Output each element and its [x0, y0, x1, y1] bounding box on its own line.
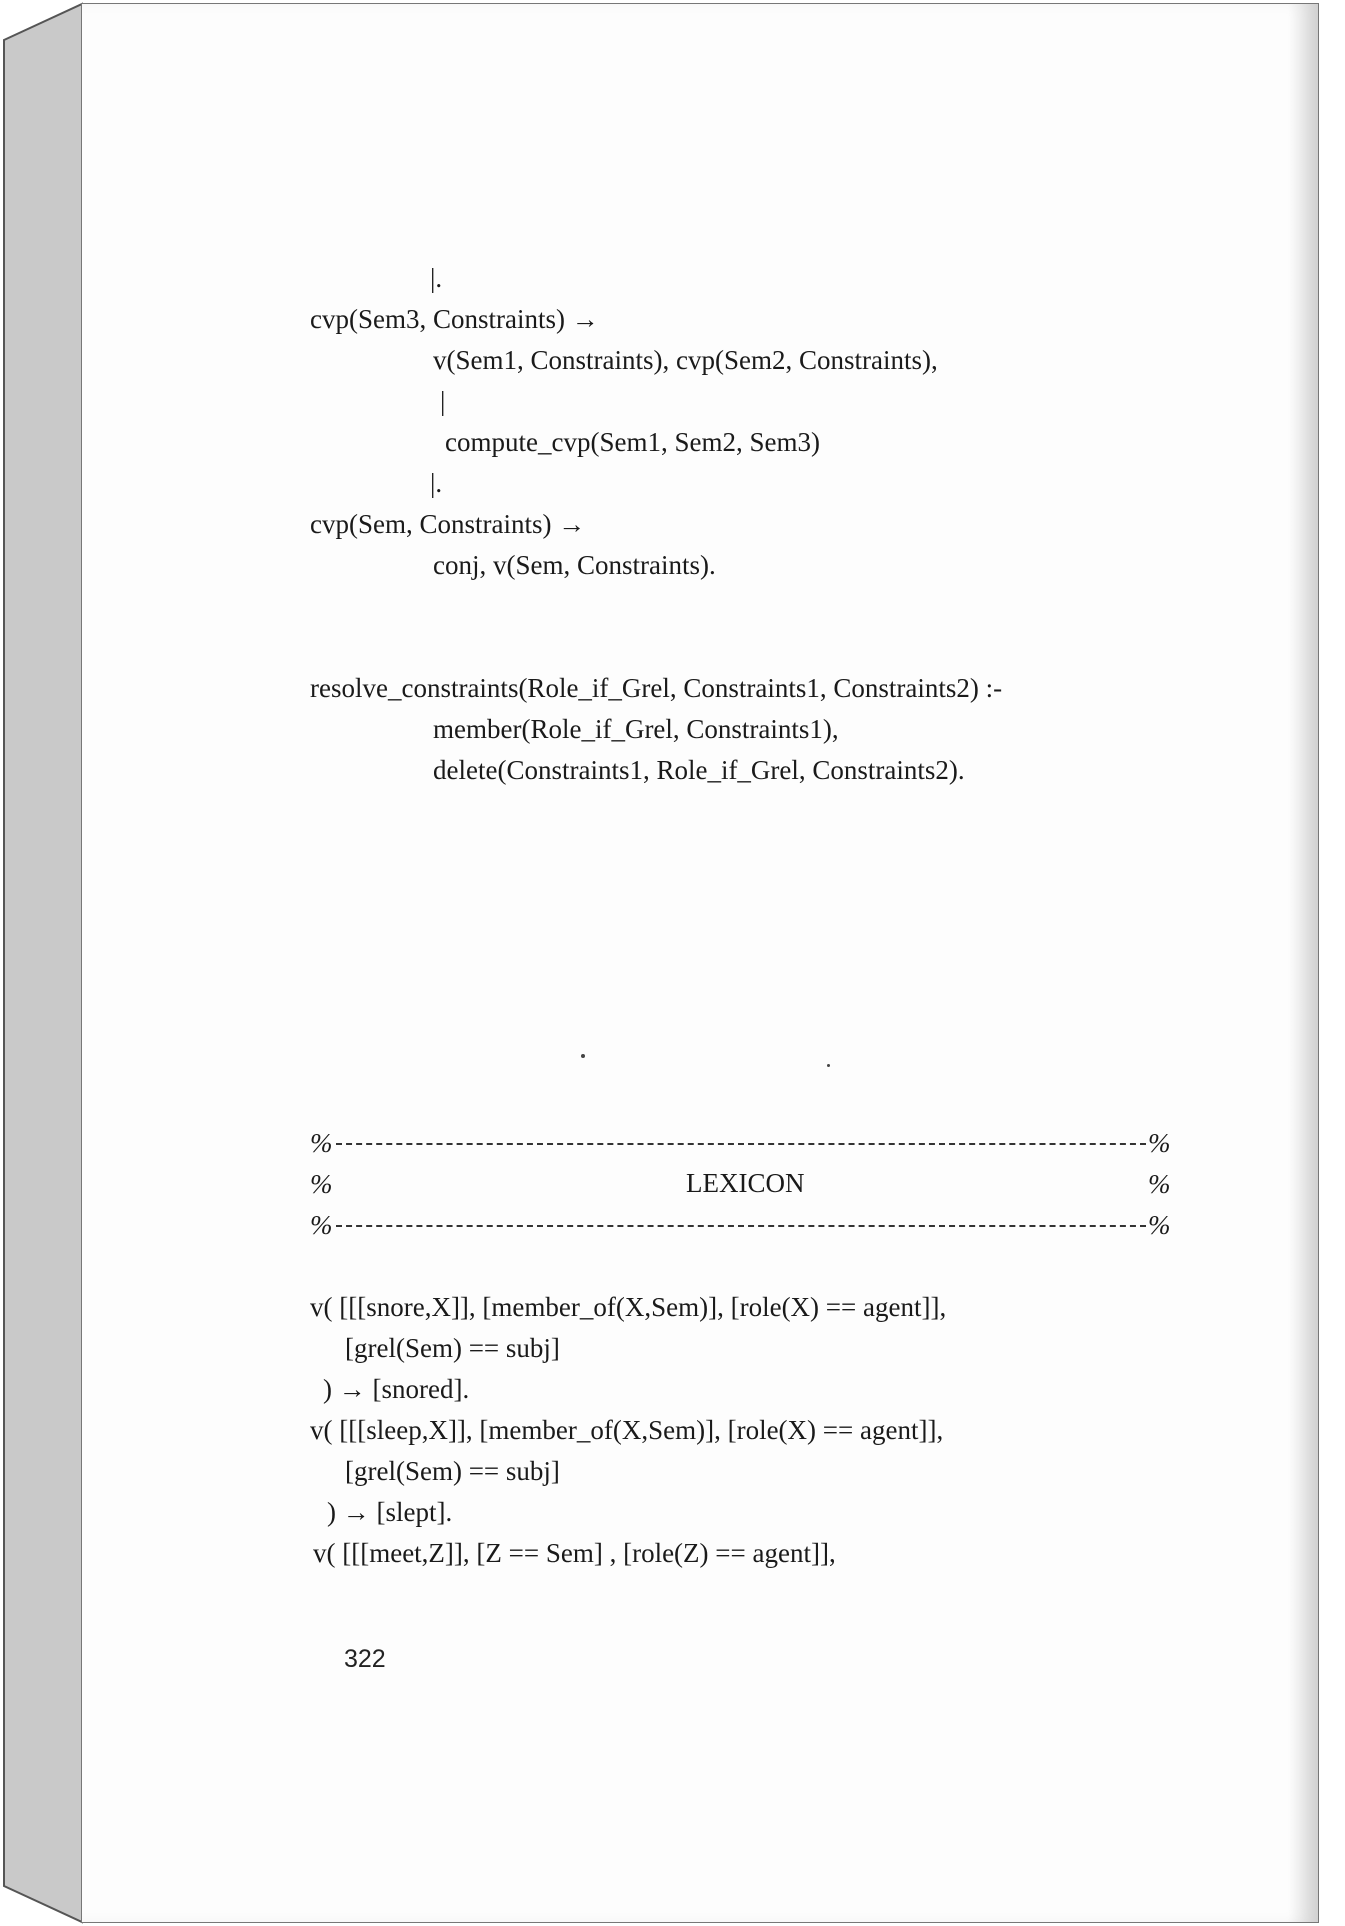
scan-speck	[581, 1054, 585, 1058]
code-line: delete(Constraints1, Role_if_Grel, Constraints2).	[433, 755, 965, 785]
page-edge-shadow	[1288, 4, 1318, 1922]
code-line: cvp(Sem3, Constraints) →	[310, 304, 599, 334]
lexicon-line: v( [[[sleep,X]], [member_of(X,Sem)], [role(X) == agent]],	[310, 1415, 944, 1445]
code-line: |.	[430, 468, 443, 498]
code-line: resolve_constraints(Role_if_Grel, Constraints1, Constraints2) :-	[310, 673, 1003, 703]
banner-percent: %	[310, 1210, 333, 1240]
scan-speck	[827, 1064, 830, 1067]
banner-percent: %	[310, 1169, 333, 1199]
banner-percent: %	[310, 1128, 333, 1158]
lexicon-line: ) → [snored].	[323, 1374, 470, 1404]
code-line: v(Sem1, Constraints), cvp(Sem2, Constraints),	[433, 345, 938, 375]
banner-percent: %	[1148, 1210, 1171, 1240]
code-line: conj, v(Sem, Constraints).	[433, 550, 716, 580]
lexicon-line: v( [[[snore,X]], [member_of(X,Sem)], [role(X) == agent]],	[310, 1292, 947, 1322]
banner-dashed-rule	[336, 1225, 1146, 1227]
lexicon-line: [grel(Sem) == subj]	[345, 1333, 560, 1363]
code-line: cvp(Sem, Constraints) →	[310, 509, 586, 539]
code-line: compute_cvp(Sem1, Sem2, Sem3)	[445, 427, 820, 457]
code-line: member(Role_if_Grel, Constraints1),	[433, 714, 839, 744]
banner-dashed-rule	[336, 1143, 1146, 1145]
book-page	[82, 4, 1318, 1922]
page-number: 322	[344, 1645, 386, 1673]
lexicon-line: ) → [slept].	[327, 1497, 453, 1527]
lexicon-line: [grel(Sem) == subj]	[345, 1456, 560, 1486]
code-line: |	[440, 386, 446, 416]
lexicon-line: v( [[[meet,Z]], [Z == Sem] , [role(Z) == agent]],	[313, 1538, 836, 1568]
banner-percent: %	[1148, 1128, 1171, 1158]
section-title: LEXICON	[686, 1168, 805, 1198]
banner-percent: %	[1148, 1169, 1171, 1199]
code-line: |.	[430, 263, 443, 293]
